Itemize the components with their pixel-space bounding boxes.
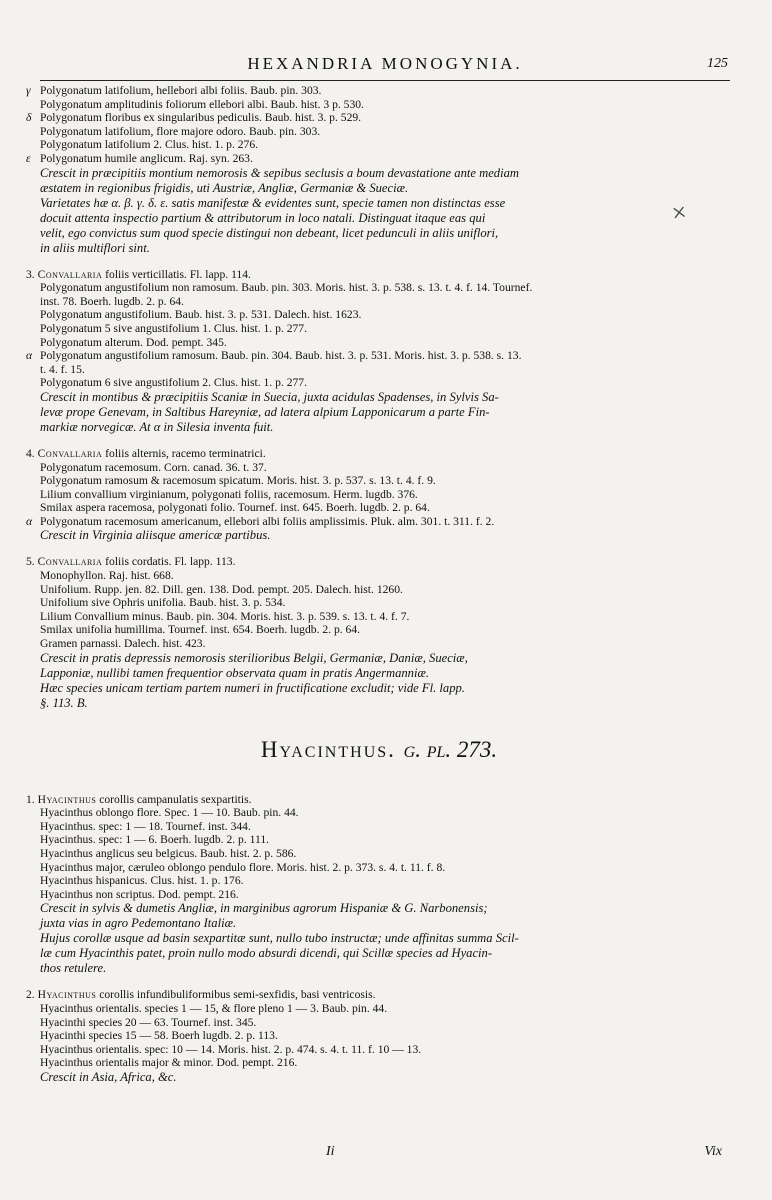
synonym-line xyxy=(26,125,732,139)
habitat-note: juxta vias in agro Pedemontano Italiæ. xyxy=(40,916,237,931)
section-gap xyxy=(26,543,732,555)
synonym-line: Hyacinthi species 20 — 63. Tournef. inst. 345. xyxy=(40,1015,257,1029)
diagnosis-text: foliis alternis, racemo terminatrici. xyxy=(105,446,266,460)
synonym-line: Polygonatum 6 sive angustifolium 2. Clus. hist. 1. p. 277. xyxy=(40,376,307,390)
genus-reference: g. pl. 273. xyxy=(403,736,498,762)
synonym-line: Hyacinthus hispanicus. Clus. hist. 1. p. 176. xyxy=(40,874,244,888)
convallaria-entries xyxy=(26,84,732,711)
section-gap xyxy=(26,256,732,268)
genus-name-smallcaps: Convallaria xyxy=(37,267,103,281)
synonym-line xyxy=(26,98,732,112)
synonym-line: Unifolium sive Ophris unifolia. Baub. hist. 3. p. 534. xyxy=(40,596,286,610)
synonym-line xyxy=(26,84,732,98)
diagnosis-text: foliis verticillatis. Fl. lapp. 114. xyxy=(105,267,251,281)
synonym-line xyxy=(26,111,732,125)
synonym-text: Polygonatum angustifolium ramosum. Baub. pin. 304. Baub. hist. 3. p. 531. Moris. hist. 3. p. 538. s. 13. xyxy=(40,349,522,363)
synonym-line: Lilium convallium virginianum, polygonati foliis, racemosum. Herm. lugdb. 376. xyxy=(40,487,418,501)
species-entry xyxy=(26,793,732,977)
synonym-line: Gramen parnassi. Dalech. hist. 423. xyxy=(40,637,206,651)
habitat-note: Hæc species unicam tertiam partem numeri in fructificatione excludit; vide Fl. lapp. xyxy=(40,680,465,695)
variety-mark: δ xyxy=(26,111,32,125)
genus-name-smallcaps: Hyacinthus xyxy=(37,988,97,1002)
species-heading xyxy=(26,447,732,461)
page-body xyxy=(26,84,732,1085)
synonym-line: Polygonatum ramosum & racemosum spicatum. Moris. hist. 3. p. 537. s. 13. t. 4. f. 9. xyxy=(40,474,436,488)
habitat-note: læ cum Hyacinthis patet, proin nullo modo absurdi dicendi, qui Scillæ species ad Hyacin- xyxy=(40,946,493,961)
synonym-line: Polygonatum angustifolium. Baub. hist. 3. p. 531. Dalech. hist. 1623. xyxy=(40,308,362,322)
synonym-line xyxy=(26,515,732,529)
hyacinthus-entries xyxy=(26,793,732,1085)
section-gap xyxy=(26,435,732,447)
synonym-line: Hyacinthus orientalis major & minor. Dod. pempt. 216. xyxy=(40,1056,298,1070)
diagnosis-text: corollis infundibuliformibus semi-sexfidis, basi ventricosis. xyxy=(99,988,376,1002)
variety-mark: γ xyxy=(26,84,31,97)
page-footer xyxy=(0,1144,772,1164)
genus-name-smallcaps: Convallaria xyxy=(37,446,103,460)
species-heading xyxy=(26,555,732,569)
synonym-line: Hyacinthus orientalis. species 1 — 15, & flore pleno 1 — 3. Baub. pin. 44. xyxy=(40,1001,388,1015)
synonym-line: Hyacinthus anglicus seu belgicus. Baub. hist. 2. p. 586. xyxy=(40,847,297,860)
variety-mark: α xyxy=(26,349,33,363)
synonym-line: Smilax aspera racemosa, polygonati folio. Tournef. inst. 645. Boerh. lugdb. 2. p. 64. xyxy=(40,501,430,515)
synonym-text: Polygonatum racemosum americanum, ellebori albi foliis amplissimis. Pluk. alm. 301. t. 311. f. 2. xyxy=(40,514,495,528)
habitat-note: Crescit in Asia, Africa, &c. xyxy=(40,1069,177,1084)
species-heading xyxy=(26,988,732,1002)
synonym-line: Hyacinthus. spec: 1 — 18. Tournef. inst. 344. xyxy=(40,819,251,833)
synonym-line: Hyacinthus orientalis. spec: 10 — 14. Moris. hist. 2. p. 474. s. 4. t. 11. f. 10 — 13. xyxy=(40,1042,422,1056)
signature-mark: Ii xyxy=(326,1144,335,1159)
species-entry xyxy=(26,84,732,256)
synonym-line: Polygonatum 5 sive angustifolium 1. Clus. hist. 1. p. 277. xyxy=(40,321,307,335)
genus-name: Hyacinthus. xyxy=(260,736,396,762)
species-entry xyxy=(26,988,732,1085)
habitat-note: Crescit in montibus & præcipitiis Scaniæ in Suecia, juxta acidulas Spadenses, in Sylvis Sa- xyxy=(40,389,499,404)
margin-cross-mark: × xyxy=(669,197,689,228)
synonym-text: Polygonatum floribus ex singularibus pediculis. Baub. hist. 3. p. 529. xyxy=(40,111,362,125)
genus-heading xyxy=(26,737,732,763)
variety-mark: ε xyxy=(26,151,31,165)
species-number: 3. xyxy=(26,267,35,281)
synonym-line xyxy=(26,138,732,152)
species-heading xyxy=(26,793,732,807)
page-number: 125 xyxy=(707,56,728,71)
variety-mark: α xyxy=(26,514,33,528)
habitat-note: Crescit in Virginia aliisque americæ partibus. xyxy=(40,528,271,543)
diagnosis-text: foliis cordatis. Fl. lapp. 113. xyxy=(105,555,236,569)
synonym-text: Polygonatum latifolium, hellebori albi foliis. Baub. pin. 303. xyxy=(40,84,322,97)
habitat-note: Crescit in sylvis & dumetis Angliæ, in marginibus agrorum Hispaniæ & G. Narbonensis; xyxy=(40,901,488,916)
habitat-note: thos retulere. xyxy=(40,961,107,976)
species-heading xyxy=(26,268,732,282)
habitat-note: docuit attenta inspectio partium & attributorum in loco natali. Distinguat itaque eas qui xyxy=(40,210,486,225)
synonym-line: inst. 78. Boerh. lugdb. 2. p. 64. xyxy=(40,294,184,308)
habitat-note: markiæ norvegicæ. At α in Silesia inventa fuit. xyxy=(40,419,274,434)
habitat-note: velit, ego convictus sum quod specie distingui non debeant, licet pedunculi in aliis uniflori, xyxy=(40,225,499,240)
synonym-line: Unifolium. Rupp. jen. 82. Dill. gen. 138. Dod. pempt. 205. Dalech. hist. 1260. xyxy=(40,582,403,596)
synonym-line: Smilax unifolia humillima. Tournef. inst. 654. Boerh. lugdb. 2. p. 64. xyxy=(40,623,361,637)
synonym-line: Monophyllon. Raj. hist. 668. xyxy=(40,569,174,583)
synonym-line: Polygonatum alterum. Dod. pempt. 345. xyxy=(40,335,227,349)
species-entry xyxy=(26,555,732,710)
habitat-note: Crescit in præcipitiis montium nemorosis & sepibus seclusis a boum devastatione ante mediam xyxy=(40,165,519,180)
synonym-text: Polygonatum humile anglicum. Raj. syn. 263. xyxy=(40,151,253,165)
genus-name-smallcaps: Convallaria xyxy=(37,555,103,569)
synonym-line xyxy=(26,152,732,166)
synonym-line: Lilium Convallium minus. Baub. pin. 304. Moris. hist. 3. p. 539. s. 13. t. 4. f. 7. xyxy=(40,609,410,623)
synonym-line: t. 4. f. 15. xyxy=(40,362,85,376)
habitat-note: Hujus corollæ usque ad basin sexpartitæ sunt, nullo tubo instructæ; unde affinitas summa Scil- xyxy=(40,931,519,946)
species-number: 4. xyxy=(26,446,35,460)
habitat-note: Crescit in pratis depressis nemorosis sterilioribus Belgii, Germaniæ, Daniæ, Sueciæ, xyxy=(40,650,468,665)
habitat-note: Lapponiæ, nullibi tamen frequentior observata quam in pratis Angermanniæ. xyxy=(40,665,430,680)
diagnosis-text: corollis campanulatis sexpartitis. xyxy=(99,792,252,806)
synonym-line: Hyacinthus oblongo flore. Spec. 1 — 10. Baub. pin. 44. xyxy=(40,806,299,820)
synonym-text: Polygonatum amplitudinis foliorum ellebori albi. Baub. hist. 3 p. 530. xyxy=(40,97,364,111)
synonym-line: Hyacinthus non scriptus. Dod. pempt. 216. xyxy=(40,887,239,901)
synonym-text: Polygonatum latifolium, flore majore odoro. Baub. pin. 303. xyxy=(40,124,321,138)
running-header xyxy=(40,54,730,81)
habitat-note: Varietates hæ α. β. γ. δ. ε. satis manifestæ & evidentes sunt, specie tamen non distinctas esse xyxy=(40,195,506,210)
synonym-line: Hyacinthus major, cæruleo oblongo pendulo flore. Moris. hist. 2. p. 373. s. 4. t. 11. f. 8. xyxy=(40,860,446,874)
species-entry xyxy=(26,268,732,435)
synonym-line: Hyacinthus. spec: 1 — 6. Boerh. lugdb. 2. p. 111. xyxy=(40,833,270,847)
habitat-note: levæ prope Genevam, in Saltibus Hareyniæ, ad latera alpium Lapponicarum a parte Fin- xyxy=(40,404,490,419)
genus-name-smallcaps: Hyacinthus xyxy=(37,792,97,806)
species-number: 2. xyxy=(26,988,35,1002)
habitat-note: §. 113. B. xyxy=(40,695,88,710)
section-gap xyxy=(26,976,732,988)
habitat-note: in aliis multiflori sint. xyxy=(40,240,150,255)
species-number: 1. xyxy=(26,792,35,806)
catchword: Vix xyxy=(704,1144,722,1159)
species-number: 5. xyxy=(26,555,35,569)
synonym-line: Polygonatum racemosum. Corn. canad. 36. t. 37. xyxy=(40,460,267,474)
synonym-line xyxy=(26,349,732,363)
header-title: HEXANDRIA MONOGYNIA. xyxy=(247,54,523,73)
synonym-text: Polygonatum latifolium 2. Clus. hist. 1. p. 276. xyxy=(40,138,259,152)
synonym-line: Hyacinthi species 15 — 58. Boerh lugdb. 2. p. 113. xyxy=(40,1029,278,1043)
synonym-line: Polygonatum angustifolium non ramosum. Baub. pin. 303. Moris. hist. 3. p. 538. s. 13. t. 4. f. 14. Tournef. xyxy=(40,281,533,295)
species-entry xyxy=(26,447,732,544)
habitat-note: æstatem in regionibus frigidis, uti Austriæ, Angliæ, Germaniæ & Sueciæ. xyxy=(40,180,409,195)
